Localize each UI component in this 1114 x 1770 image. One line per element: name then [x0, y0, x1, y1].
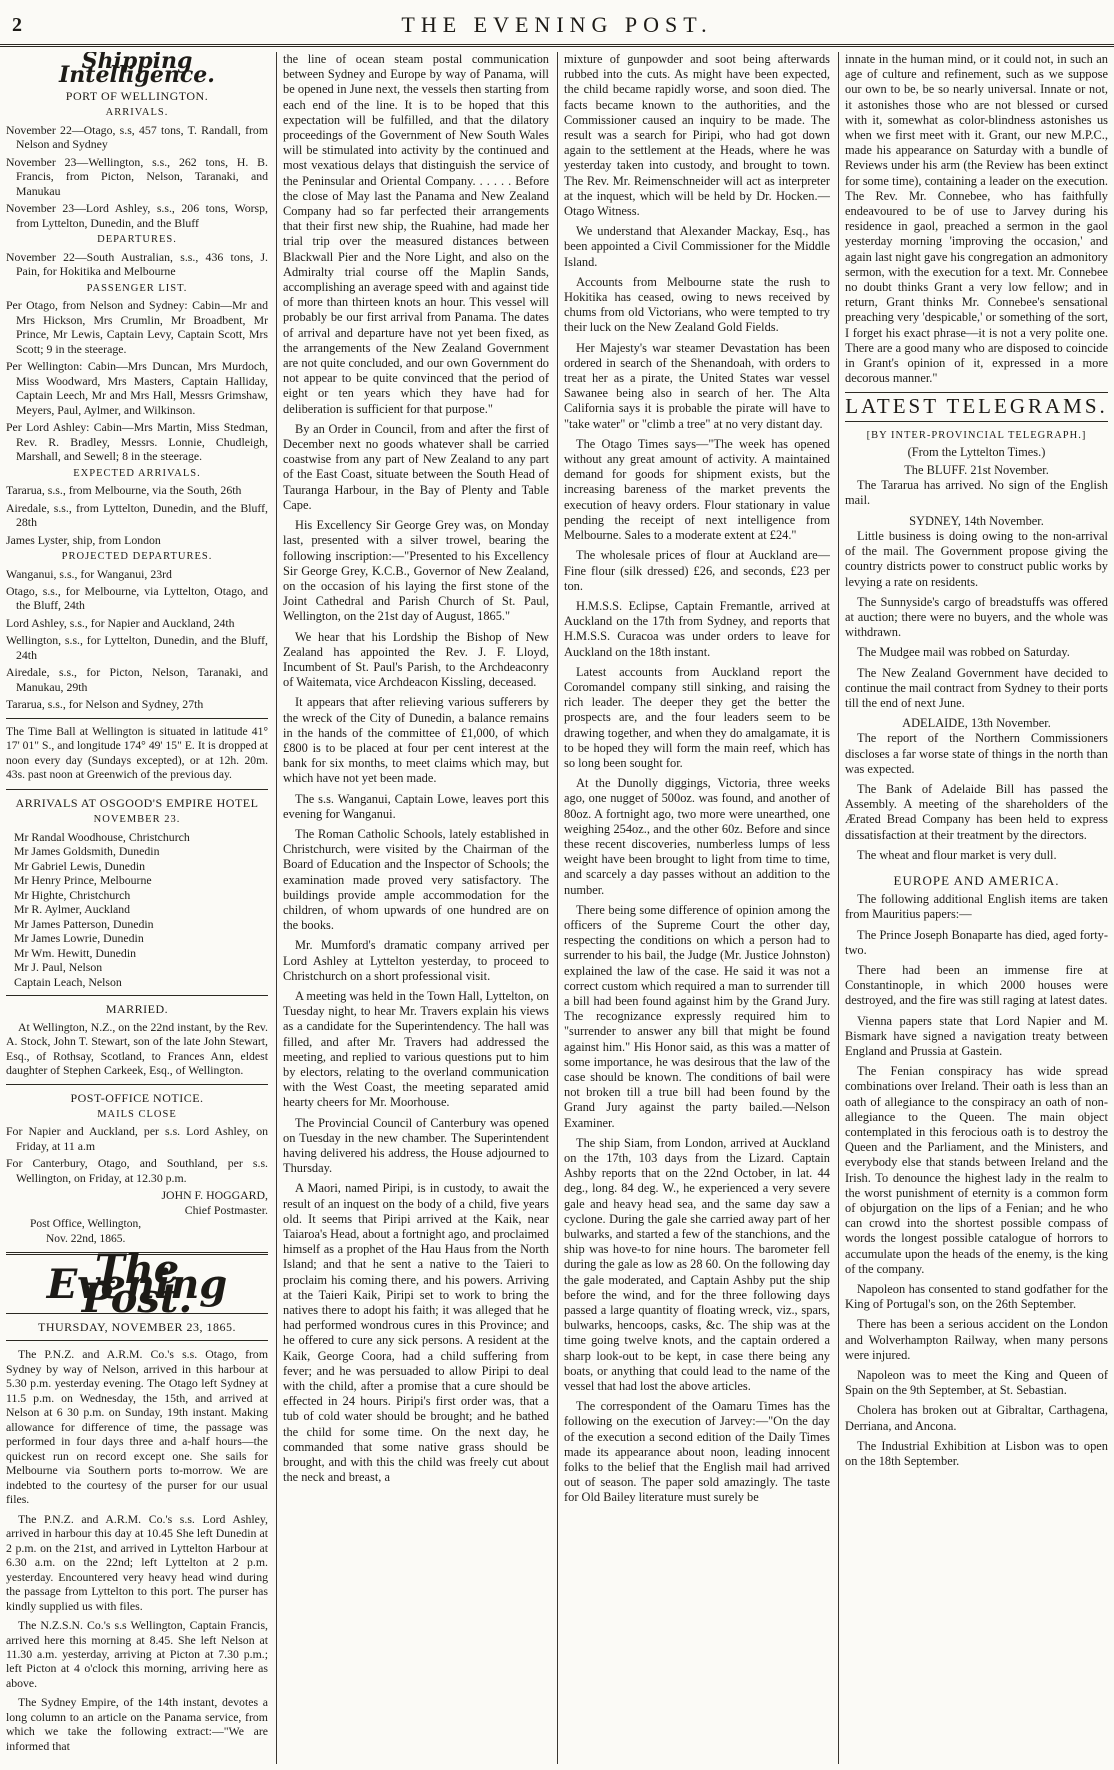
list-item: Mr James Patterson, Dunedin — [14, 916, 154, 931]
article-paragraph: At the Dunolly diggings, Victoria, three weeks ago, one nugget of 500oz. was found, and another of 80oz. A fortnight ago, two more were unearthed, one weighing 254oz., and the other 60z. Before and since these recent discoveries, numberless lumps of less weight have been brought to light from time to time, and scarcely a day passes without an addition to the number. — [564, 776, 830, 897]
latest-telegrams-heading: LATEST TELEGRAMS. — [845, 394, 1108, 419]
divider — [6, 1340, 268, 1341]
port-heading: PORT OF WELLINGTON. — [65, 88, 209, 103]
article-paragraph: The P.N.Z. and A.R.M. Co.'s s.s. Otago, from Sydney by way of Nelson, arrived in this harbour at 5.30 p.m. yesterday evening. The Otago left Sydney at 11.5 p.m. on Wednesday, the 15th, and arrived at Nelson at 6 30 p.m. on Sunday, 19th instant. Making allowance for difference of time, the passage was performed in four days three and a-half hours—the quickest run on record except one. She sails for Melbourne via Southern ports to-morrow. We are indebted to the courtesy of the purser for our usual files. — [6, 1347, 268, 1507]
column-4 — [845, 52, 1108, 1764]
news-paragraph: The Fenian conspiracy has wide spread combinations over Ireland. Their oath is less than an oath of allegiance to the conspiracy an oath of non-allegiance to the Queen. The main object contemplated in this ferocious oath is to destroy the Queen and the Parliament, and the Ministers, and everybody else that stands between Ireland and the Irish. To denounce the highest lady in the realm to the worst punishment of eternity is a common form of objurgation on the lips of a Fenian; and he who can crowd into the shortest possible compass of words the longest possible catalogue of horrors to accumulate upon the heads of the enemy, is the king of the company. — [845, 1064, 1108, 1276]
article-paragraph: The Roman Catholic Schools, lately established in Christchurch, were visited by the Chairman of the Board of Education and the Inspector of Schools; the examination made proved very satisfactory. The buildings provide ample accommodation for the children, of whom upwards of one hundred are on the books. — [283, 826, 549, 933]
list-item: Captain Leach, Nelson — [14, 974, 122, 989]
list-item: Mr Highte, Christchurch — [14, 887, 131, 902]
telegram-paragraph: The Tararua has arrived. No sign of the English mail. — [845, 478, 1108, 508]
news-paragraph: Cholera has broken out at Gibraltar, Carthagena, Derriana, and Ancona. — [845, 1403, 1108, 1433]
europe-america-heading: EUROPE AND AMERICA. — [893, 872, 1060, 888]
list-item: Mr James Goldsmith, Dunedin — [14, 844, 160, 859]
article-paragraph: The P.N.Z. and A.R.M. Co.'s s.s. Lord Ashley, arrived in harbour this day at 10.45 She left Dunedin at 2 p.m. on the 21st, and arrived in Lyttelton Harbour at 6.30 a.m. on the 22nd; left Lyttelton at 2 p.m. yesterday. Encountered very heavy head wind during the passage from Lyttelton to this port. The purser has kindly supplied us with files. — [6, 1511, 268, 1613]
passenger-heading: PASSENGER LIST. — [86, 282, 188, 294]
article-paragraph: The wholesale prices of flour at Auckland are—Fine flour (silk dressed) £26, and seconds, £23 per ton. — [564, 548, 830, 593]
article-paragraph: A meeting was held in the Town Hall, Lyttelton, on Tuesday night, to hear Mr. Travers explain his views as a candidate for the Superintendency. The hall was filled, and after Mr. Travers had addressed the meeting, and replied to various questions put to him by electors, relating to the overland communication with the West Coast, the meeting separated amid hearty cheers for Mr. Moorhouse. — [283, 988, 549, 1110]
list-item: Wellington, s.s., for Lyttelton, Dunedin, and the Bluff, 24th — [6, 633, 268, 662]
article-paragraph: the line of ocean steam postal communication between Sydney and Europe by way of Panama, will be opened in June next, the vessels then starting from each end of the line. It is to be hoped that this expectation will be fulfilled, and that the dilatory proceedings of the Government of New South Wales will be stimulated into activity by the continued and most vexatious delays that distinguish the service of the Peninsular and Oriental Company. . . . . . Before the close of May last the Panama and New Zealand Company had so far perfected their arrangements that their first new ship, the Ruahine, had made her trial trip over the measured distances between Blackwall Pier and the Nore Light, and also on the Admiralty trial course off the Maplin Sands, accomplishing an average speed with and against tide of more than thirteen knots an hour. This vessel will probably be our first arrival from Panama. The dates of arrival and departure have not yet been fixed, as the arrangements of the New Zealand Government are not quite concluded, and our own Government do not appear to be quite convinced that the period of eight or ten years which they have had for deliberation is sufficient for that purpose." — [283, 52, 549, 416]
newspaper-title: THE EVENING POST. — [401, 12, 713, 37]
dateline-bluff: The BLUFF. 21st November. — [904, 463, 1049, 478]
article-paragraph: A Maori, named Piripi, is in custody, to await the result of an inquest on the body of a child, five years old. It seems that Piripi arrived at the Kaik, near Taiaroa's Head, about a fortnight ago, and proclaimed himself as a prophet of the Hau Haus from the North Island; and that he sent a native to the Taieri to proclaim his coming there, and his powers. Arriving at the Taieri Kaik, Piripi set to work to bring the natives there to adopt his faith; it was alleged that he had performed wondrous cures in this Province; and he offered to cure any sick persons. A resident at the Kaik, George Coora, had a child suffering from fever; and he was persuaded to allow Piripi to deal with the child, after a promise that a cure should be effected in 24 hours. Piripi's first order was, that a tub of cold water should be brought; and he bathed the child for some time. On the next day, he commanded that some native grass should be brought, and with this the child was freely cut about the neck and breast, a — [283, 1181, 549, 1485]
telegram-paragraph: The Sunnyside's cargo of breadstuffs was offered at auction; there were no buyers, and the whole was withdrawn. — [845, 594, 1108, 640]
list-item: Airedale, s.s., for Picton, Nelson, Taranaki, and Manukau, 29th — [6, 665, 268, 694]
article-paragraph: mixture of gunpowder and soot being afterwards rubbed into the cuts. As might have been expected, the child became rapidly worse, and soon died. The facts became known to the authorities, and the Commissioner caused an inquiry to be made. The result was a search for Piripi, who had got down again to the settlement at the Heads, where he was yesterday taken into custody, and brought to town. The Rev. Mr. Reimenschneider will act as interpreter at the inquest, which will be held by Dr. Hocken.—Otago Witness. — [564, 52, 830, 219]
list-item: Per Otago, from Nelson and Sydney: Cabin—Mr and Mrs Hickson, Mrs Crumlin, Mr Broadbent, Mr Prince, Mr Lewis, Captain Levy, Captain Scott, Mrs Scott; 9 in the steerage. — [6, 298, 268, 356]
list-item: Per Wellington: Cabin—Mrs Duncan, Mrs Murdoch, Miss Woodward, Mrs Masters, Captain Halliday, Captain Leech, Mr and Mrs Hall, Messrs Grimshaw, Meyers, Paul, Aylmer, and Wilkinson. — [6, 359, 268, 417]
passenger-list — [6, 298, 268, 463]
article-paragraph: The s.s. Wanganui, Captain Lowe, leaves port this evening for Wanganui. — [283, 791, 549, 821]
divider — [6, 1084, 268, 1085]
departures-heading: DEPARTURES. — [97, 234, 177, 246]
projected-heading: PROJECTED DEPARTURES. — [61, 551, 213, 563]
list-item: November 22—Otago, s.s, 457 tons, T. Randall, from Nelson and Sydney — [6, 122, 268, 152]
article-paragraph: By an Order in Council, from and after the first of December next no goods whatever shall be carried coastwise from any part of New Zealand to any part of the East Coast, situate between the South Head of Tauranga Harbour, in the Bay of Plenty and Table Cape. — [283, 421, 549, 512]
news-paragraph: The Prince Joseph Bonaparte has died, aged forty-two. — [845, 927, 1108, 957]
list-item: Mr Wm. Hewitt, Dunedin — [14, 945, 136, 960]
arrivals-list — [6, 123, 268, 230]
married-heading: MARRIED. — [105, 1002, 169, 1017]
mails-list — [6, 1124, 268, 1185]
list-item: November 23—Lord Ashley, s.s., 206 tons, Worsp, from Lyttelton, Dunedin, and the Bluff — [6, 201, 268, 230]
osgood-date: NOVEMBER 23. — [93, 814, 181, 826]
article-paragraph: His Excellency Sir George Grey was, on Monday last, presented with a silver trowel, bearing the following inscription:—"Presented to his Excellency Sir George Grey, K.C.B., Governor of New Zealand, on the occasion of his laying the first stone of the Joint Cathedral and Parish Church of St. Paul, Wellington, on the 21st day of August, 1865." — [283, 518, 549, 624]
article-paragraph: We hear that his Lordship the Bishop of New Zealand has appointed the Rev. J. F. Lloyd, Incumbent of St. Paul's Parish, to the Archdeaconry of Waitemata, vice Archdeacon Kissling, deceased. — [283, 629, 549, 690]
dateline-sydney: SYDNEY, 14th November. — [909, 513, 1044, 528]
time-ball-notice: The Time Ball at Wellington is situated in latitude 41° 17' 01" S., and longitude 174° 49' 15" E. It is dropped at noon every day (Sundays excepted), or at 12h. 20m. 43s. past noon at Greenwich of the previous day. — [6, 724, 268, 782]
article-paragraph: innate in the human mind, or it could not, in such an age of culture and refinement, such as we suppose our own to be, be so nearly universal. Innate or not, it astonishes those who are not blessed or cursed with it, somewhat as color-blindness astonishes us when we first meet with it. Grant, our new M.P.C., made his appearance on Saturday with a bundle of Reviews under his arm (the Review has been extinct for some time), containing a leader on the execution. The Rev. Mr. Connebee, who has faithfully endeavoured to be of use to Jarvey during his residence in gaol, preached a sermon in the gaol yesterday morning 'improving the occasion,' and again last night gave his congregation an admonitory sermon, with the execution for a text. Mr. Connebee no doubt thinks Grant a very low fellow; and in return, Grant thinks Mr. Connebee's sensational preaching very 'despicable,' or something of the sort, I forget his exact phrase—it is not a very polite one. There are a good many who are disposed to coincide in Grant's opinion of it, expressed in a more decorous manner." — [845, 52, 1108, 386]
arrivals-heading: ARRIVALS. — [105, 107, 169, 119]
osgood-list — [6, 830, 268, 989]
column-2 — [283, 52, 549, 1764]
list-item: For Canterbury, Otago, and Southland, per s.s. Wellington, on Friday, at 12.30 p.m. — [6, 1156, 268, 1185]
news-paragraph: Napoleon has consented to stand godfather for the King of Portugal's son, on the 26th September. — [845, 1282, 1108, 1312]
divider — [845, 421, 1108, 422]
telegraph-source: [BY INTER-PROVINCIAL TELEGRAPH.] — [866, 429, 1087, 441]
article-paragraph: The Provincial Council of Canterbury was opened on Tuesday in the new chamber. The Superintendent having delivered his address, the House adjourned to Thursday. — [283, 1115, 549, 1176]
telegram-paragraph: The New Zealand Government have decided to continue the mail contract from Sydney to their ports till the end of next June. — [845, 665, 1108, 710]
married-notice: At Wellington, N.Z., on the 22nd instant, by the Rev. A. Stock, John T. Stewart, son of the late John Stewart, Esq., of Rothsay, Scotland, to Frances Ann, eldest daughter of Stephen Carkeek, Esq., of Wellington. — [6, 1019, 268, 1078]
issue-date: THURSDAY, NOVEMBER 23, 1865. — [37, 1319, 237, 1334]
list-item: Mr Gabriel Lewis, Dunedin — [14, 858, 146, 873]
divider — [6, 789, 268, 790]
article-paragraph: Latest accounts from Auckland report the Coromandel company still sinking, and raising the rich leader. The deeper they get the better the prospects are, and the four leaders seem to be drawing together, and when they do amalgamate, it is to be hoped they will form the main reef, which has so long been sought for. — [564, 664, 830, 770]
column-3 — [564, 52, 830, 1764]
masthead — [0, 0, 1114, 47]
news-paragraph: The Industrial Exhibition at Lisbon was to open on the 18th September. — [845, 1438, 1108, 1469]
telegram-paragraph: The Mudgee mail was robbed on Saturday. — [857, 645, 1070, 660]
list-item: Airedale, s.s., from Lyttelton, Dunedin, and the Bluff, 28th — [6, 500, 268, 530]
article-paragraph: The Sydney Empire, of the 14th instant, devotes a long column to an article on the Panama service, from which we take the following extract:—"We are informed that — [6, 1695, 268, 1753]
postmaster-title: Chief Postmaster. — [184, 1202, 268, 1217]
post-office-date: Nov. 22nd, 1865. — [46, 1232, 126, 1245]
postmaster-name: JOHN F. HOGGARD, — [161, 1188, 268, 1203]
list-item: November 22—South Australian, s.s., 436 tons, J. Pain, for Hokitika and Melbourne — [6, 249, 268, 279]
column-rule — [838, 52, 839, 1764]
expected-list — [6, 483, 268, 547]
list-item: Tararua, s.s., from Melbourne, via the South, 26th — [6, 483, 242, 498]
expected-heading: EXPECTED ARRIVALS. — [73, 467, 201, 479]
telegram-paragraph: The wheat and flour market is very dull. — [857, 847, 1057, 862]
evening-post-title: The Evening Post. — [46, 1246, 228, 1323]
list-item: Mr J. Paul, Nelson — [14, 960, 103, 975]
list-item: Mr James Lowrie, Dunedin — [14, 931, 144, 946]
article-paragraph: Mr. Mumford's dramatic company arrived per Lord Ashley at Lyttelton yesterday, to proceed to Christchurch on a short professional visit. — [283, 938, 549, 983]
article-paragraph: H.M.S.S. Eclipse, Captain Fremantle, arrived at Auckland on the 17th from Sydney, and reports that H.M.S.S. Curacoa was under orders to leave for Auckland on the 18th instant. — [564, 598, 830, 659]
telegram-paragraph: The Bank of Adelaide Bill has passed the Assembly. A meeting of the shareholders of the Ærated Bread Company has been held to express dissatisfaction at their treatment by the directors. — [845, 781, 1108, 842]
list-item: Mr Randal Woodhouse, Christchurch — [14, 829, 190, 844]
list-item: Lord Ashley, s.s., for Napier and Auckland, 24th — [6, 615, 235, 630]
departures-list — [6, 250, 268, 279]
column-rule — [557, 52, 558, 1764]
telegraph-origin: (From the Lyttelton Times.) — [907, 444, 1046, 459]
list-item: Mr R. Aylmer, Auckland — [14, 902, 131, 917]
news-paragraph: Napoleon was to meet the King and Queen of Spain on the 9th September, at St. Sebastian. — [845, 1368, 1108, 1398]
list-item: James Lyster, ship, from London — [6, 532, 161, 547]
news-paragraph: The following additional English items are taken from Mauritius papers:— — [845, 892, 1108, 922]
list-item: November 23—Wellington, s.s., 262 tons, H. B. Francis, from Picton, Nelson, Taranaki, and Manukau — [6, 154, 268, 198]
dateline-adelaide: ADELAIDE, 13th November. — [902, 716, 1051, 731]
article-paragraph: Her Majesty's war steamer Devastation has been ordered in search of the Shenandoah, with orders to treat her as a pirate, the United States war vessel Sawanee being also in search of her. The Alta California says it is probable the pirate will have to "take water" or "climb a tree" at no very distant day. — [564, 340, 830, 431]
article-paragraph: There being some difference of opinion among the officers of the Supreme Court the other day, respecting the conditions on which a person had to surrender to his bail, the Judge (Mr. Justice Johnston) explained the law of the case. He said it was not a correct custom which required a man to surrender till a bill had been found against him by the Grand Jury. The recognizance expressly required him to "surrender to answer any bill that might be found against him." His Honor said, as this was a matter of some importance, he was desirous that the law of the case should be known. The conditions of bail were not broken till a true bill had been found by the Grand Jury against the party bailed.—Nelson Examiner. — [564, 902, 830, 1130]
mails-close-heading: MAILS CLOSE — [97, 1109, 177, 1120]
projected-list — [6, 567, 268, 712]
list-item: For Napier and Auckland, per s.s. Lord Ashley, on Friday, at 11 a.m — [6, 1124, 268, 1153]
list-item: Wanganui, s.s., for Wanganui, 23rd — [6, 566, 172, 581]
post-office-place: Post Office, Wellington, — [30, 1218, 142, 1231]
article-paragraph: The N.Z.S.N. Co.'s s.s Wellington, Captain Francis, arrived here this morning at 8.45. She left Nelson at 11.30 a.m. yesterday, arriving at Picton at 7.30 p.m.; left Picton at 4 o'clock this morning, arriving here as above. — [6, 1618, 268, 1690]
divider — [845, 392, 1108, 393]
article-paragraph: The ship Siam, from London, arrived at Auckland on the 17th, 103 days from the Lizard. Captain Ashby reports that on the 22nd October, in lat. 44 deg., long. 84 deg. W., he experienced a very severe gale and heavy head sea, and the same day saw a cyclone. During the gale she carried away part of her bulwarks, and started a few of the stanchions, and the ship was hove-to for nine hours. The barometer fell during the gale as low as 28 60. On the following day the gale moderated, and Captain Ashby put the ship before the wind, and for the three following days passed a large quantity of floating wreck, viz., spars, bulwarks, hencoops, casks, &c. The ship was at the time going twelve knots, and the captain ordered a sharp look-out to be kept, in case there being any boats, or anything that could lead to the name of the vessel that had lost the above articles. — [564, 1135, 830, 1394]
article-paragraph: Accounts from Melbourne state the rush to Hokitika has ceased, owing to news received by chums from old Victorians, who were tempted to try their luck on the New Zealand Gold Fields. — [564, 274, 830, 335]
list-item: Otago, s.s., for Melbourne, via Lyttelton, Otago, and the Bluff, 24th — [6, 583, 268, 613]
news-paragraph: There had been an immense fire at Constantinople, in which 2000 houses were destroyed, and the fire was still raging at latest dates. — [845, 962, 1108, 1008]
article-paragraph: It appears that after relieving various sufferers by the wreck of the City of Dunedin, a balance remains in the hands of the committee of £1,000, of which £800 is to be placed at four per cent interest at the bank for six months, to meet claims which may, but which have not yet been made. — [283, 695, 549, 786]
list-item: Tararua, s.s., for Nelson and Sydney, 27th — [6, 697, 204, 712]
osgood-heading: ARRIVALS AT OSGOOD'S EMPIRE HOTEL — [15, 795, 259, 810]
telegram-paragraph: Little business is doing owing to the non-arrival of the mail. The Government propose giving the country districts power to construct public works by levying a rate on residents. — [845, 528, 1108, 589]
article-paragraph: The correspondent of the Oamaru Times has the following on the execution of Jarvey:—"On the day of the execution a second edition of the Daily Times made its appearance about noon, leading innocent folks to the belief that the English mail had arrived out of season. The paper sold amazingly. The taste for Old Bailey literature must surely be — [564, 1399, 830, 1505]
article-paragraph: We understand that Alexander Mackay, Esq., has been appointed a Civil Commissioner for the Middle Island. — [564, 224, 830, 269]
list-item: Mr Henry Prince, Melbourne — [14, 873, 152, 888]
shipping-heading: Shipping Intelligence. — [59, 52, 215, 89]
news-paragraph: There has been a serious accident on the London and Wolverhampton Railway, when many persons were injured. — [845, 1317, 1108, 1362]
page-number: 2 — [12, 14, 22, 36]
post-office-heading: POST-OFFICE NOTICE. — [70, 1090, 204, 1105]
column-1 — [6, 52, 268, 1764]
divider — [6, 995, 268, 996]
divider — [6, 718, 268, 719]
telegram-paragraph: The report of the Northern Commissioners discloses a far worse state of things in the north than was expected. — [845, 731, 1108, 776]
column-rule — [276, 52, 277, 1764]
news-paragraph: Vienna papers state that Lord Napier and M. Bismark have signed a navigation treaty between England and Prussia at Gastein. — [845, 1013, 1108, 1058]
list-item: Per Lord Ashley: Cabin—Mrs Martin, Miss Stedman, Rev. R. Bradley, Messrs. Lonnie, Chudleigh, Marshall, and Sewell; 8 in the steerage. — [6, 420, 268, 464]
article-paragraph: The Otago Times says—"The week has opened without any great amount of activity. A maintained demand for goods for shipment exists, but the increasing bareness of the market prevents the execution of heavy orders. Flour stationary in value pending the receipt of next intelligence from Melbourne. Sales to a moderate extent at £24." — [564, 436, 830, 543]
